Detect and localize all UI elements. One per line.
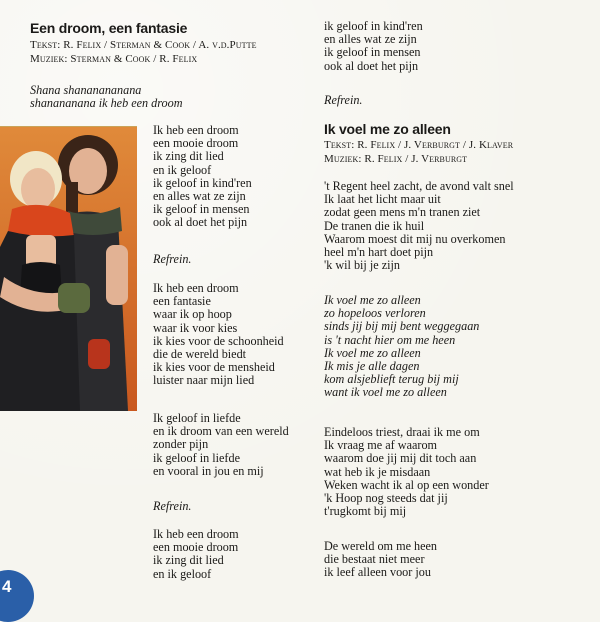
lyric-line: Ik mis je alle dagen <box>324 359 420 374</box>
lyric-line: t'rugkomt bij mij <box>324 504 407 519</box>
lyric-line: Ik vraag me af waarom <box>324 438 438 453</box>
lyric-line: Ik geloof in liefde <box>153 411 241 425</box>
lyric-line: ik kies voor de schoonheid <box>153 333 284 348</box>
lyric-line: zo hopeloos verloren <box>324 306 426 321</box>
lyric-line: ook al doet het pijn <box>153 215 248 230</box>
lyric-line: ik zing dit lied <box>153 553 224 568</box>
lyric-line: ik geloof in kind'ren <box>324 19 423 33</box>
lyric-line: De tranen die ik huil <box>324 218 425 233</box>
lyric-line: ik kies voor de mensheid <box>153 360 275 375</box>
song2-stanza-2 <box>324 426 489 518</box>
lyric-line: kom alsjeblieft terug bij mij <box>324 372 459 387</box>
lyric-line: 't Regent heel zacht, de avond valt snel <box>324 179 514 193</box>
lyric-line: ik zing dit lied <box>153 149 224 164</box>
lyric-line: en ik geloof <box>153 566 212 581</box>
song2-lyrics-credit: Tekst: R. Felix / J. Verburgt / J. Klaver <box>324 139 514 151</box>
lyric-line: ook al doet het pijn <box>324 58 419 73</box>
lyric-line: want ik voel me zo alleen <box>324 385 447 400</box>
lyric-line: ik geloof in mensen <box>324 45 421 60</box>
song-title-een-droom: Een droom, een fantasie <box>30 20 188 36</box>
song2-stanza-1 <box>324 180 514 272</box>
lyric-line: luister naar mijn lied <box>153 373 255 388</box>
refrein-marker: Refrein. <box>153 499 192 513</box>
lyric-line: zonder pijn <box>153 437 209 452</box>
lyric-line: een mooie droom <box>153 136 239 151</box>
lyric-line: is 't nacht hier om me heen <box>324 332 456 347</box>
lyric-line: een mooie droom <box>153 540 239 555</box>
page-number: 4 <box>2 577 12 596</box>
song1-stanza-3 <box>153 412 289 478</box>
lyric-line: ik geloof in kind'ren <box>153 175 252 190</box>
lyric-line: Ik heb een droom <box>153 123 239 137</box>
lyric-line: en ik droom van een wereld <box>153 424 289 439</box>
lyric-line: sinds jij bij mij bent weggegaan <box>324 319 480 334</box>
lyric-line: 'k wil bij je zijn <box>324 258 400 273</box>
refrein-marker: Refrein. <box>324 93 363 107</box>
lyric-line: wat heb ik je misdaan <box>324 464 431 479</box>
lyric-line: shanananana ik heb een droom <box>30 96 183 111</box>
lyric-line: die de wereld biedt <box>153 347 247 362</box>
song1-continued <box>324 20 423 73</box>
song1-music-credit: Muziek: Sterman & Cook / R. Felix <box>30 53 198 65</box>
refrein-marker: Refrein. <box>153 252 192 266</box>
lyric-line: ik geloof in mensen <box>153 202 250 217</box>
song1-stanza-2 <box>153 282 284 388</box>
lyric-line: Weken wacht ik al op een wonder <box>324 477 489 492</box>
lyric-line: De wereld om me heen <box>324 539 438 553</box>
lyric-line: 'k Hoop nog steeds dat jij <box>324 491 448 506</box>
lyric-line: Ik voel me zo alleen <box>324 293 421 307</box>
lyric-line: waarom doe jij mij dit toch aan <box>324 451 477 466</box>
lyric-line: en ik geloof <box>153 162 212 177</box>
lyric-line: Ik heb een droom <box>153 281 239 295</box>
lyric-line: en alles wat ze zijn <box>153 189 246 204</box>
lyric-line: Waarom moest dit mij nu overkomen <box>324 231 506 246</box>
song2-chorus <box>324 294 479 400</box>
lyric-line: Ik heb een droom <box>153 527 239 541</box>
song1-lyrics-credit: Tekst: R. Felix / Sterman & Cook / A. v.d.Putte <box>30 39 257 51</box>
lyric-line: Eindeloos triest, draai ik me om <box>324 425 480 439</box>
lyric-line: een fantasie <box>153 294 211 309</box>
song1-intro <box>30 84 183 110</box>
lyric-line: waar ik voor kies <box>153 320 238 335</box>
lyric-line: Ik voel me zo alleen <box>324 345 421 360</box>
lyric-line: heel m'n hart doet pijn <box>324 245 434 260</box>
lyric-line: ik leef alleen voor jou <box>324 565 431 580</box>
lyric-line: Ik laat het licht maar uit <box>324 192 441 207</box>
lyric-line: ik geloof in liefde <box>153 450 240 465</box>
song2-stanza-3 <box>324 540 437 580</box>
lyric-line: Shana shananananana <box>30 83 142 97</box>
song-title-ik-voel-me-zo-alleen: Ik voel me zo alleen <box>324 121 451 137</box>
lyric-line: waar ik op hoop <box>153 307 232 322</box>
lyric-line: en alles wat ze zijn <box>324 32 417 47</box>
lyric-line: zodat geen mens m'n tranen ziet <box>324 205 481 220</box>
song1-stanza-1 <box>153 124 252 230</box>
lyric-line: en vooral in jou en mij <box>153 463 264 478</box>
song2-music-credit: Muziek: R. Felix / J. Verburgt <box>324 153 468 165</box>
song1-stanza-4 <box>153 528 239 581</box>
artist-photo <box>0 126 137 411</box>
lyric-line: die bestaat niet meer <box>324 552 425 567</box>
photo-illustration <box>0 127 137 411</box>
